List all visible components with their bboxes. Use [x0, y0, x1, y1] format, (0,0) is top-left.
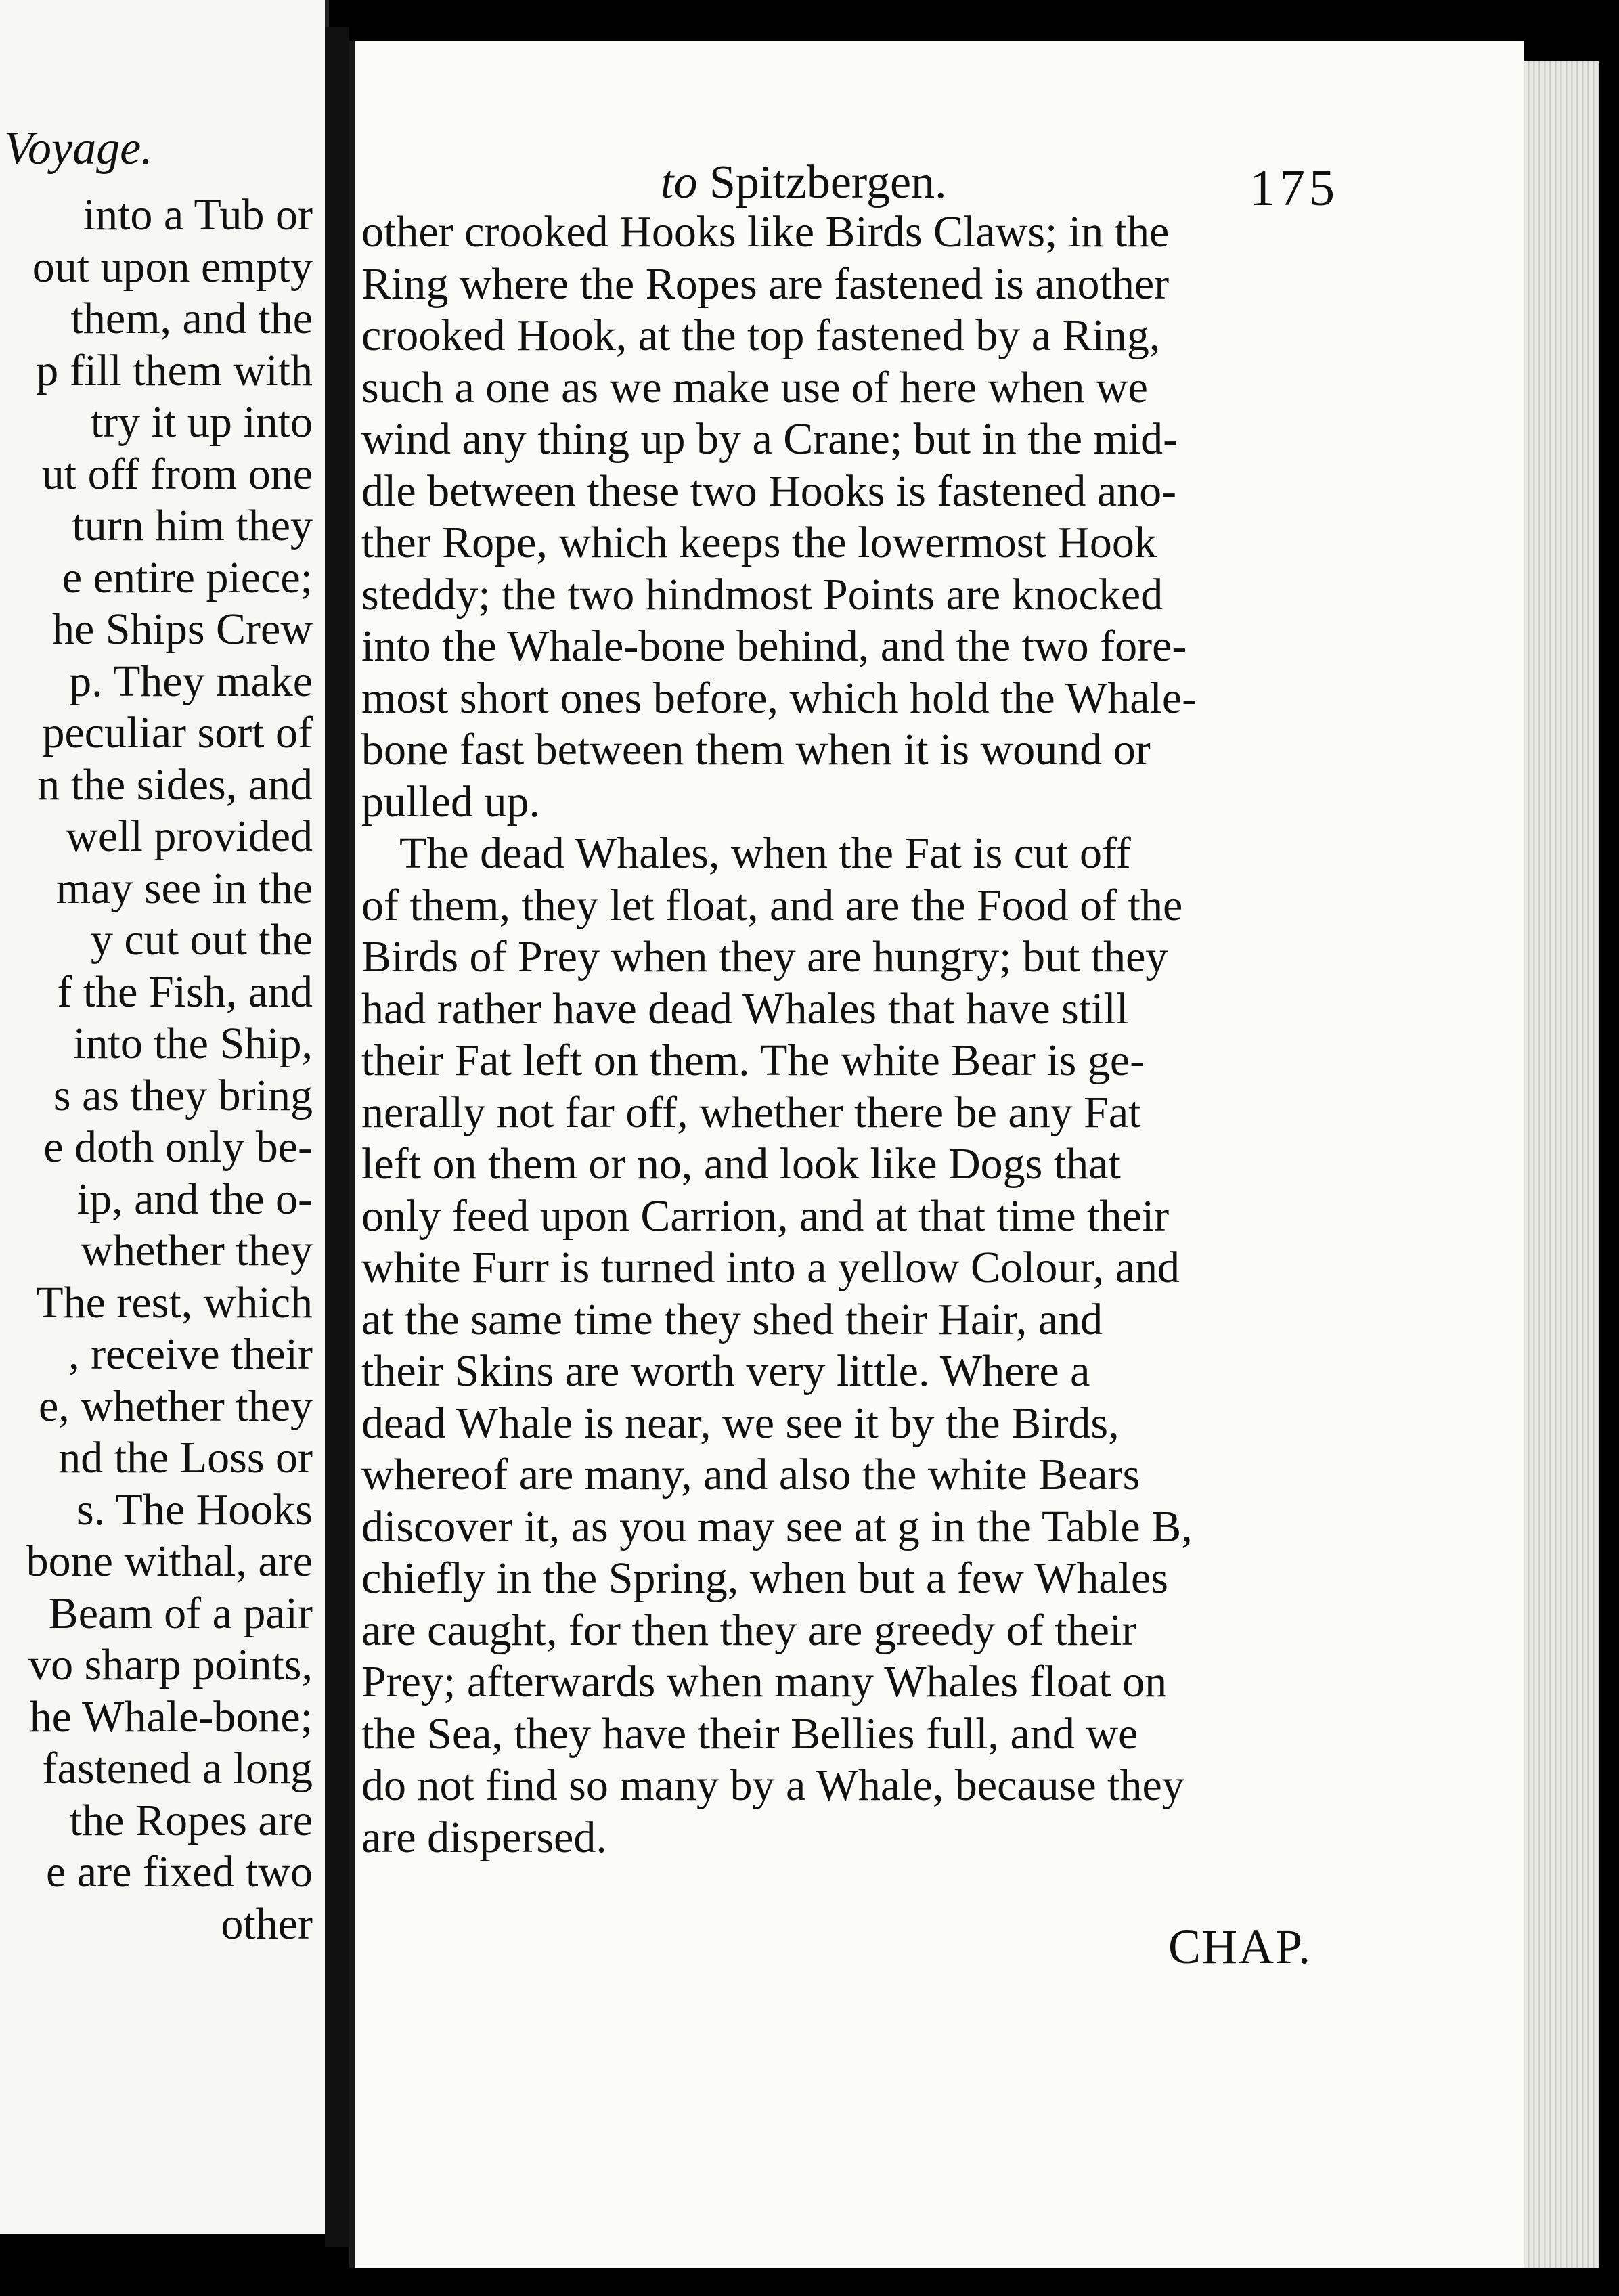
text-line: the Ropes are	[69, 1795, 313, 1845]
running-head-place: Spitzbergen.	[709, 156, 947, 208]
running-head-prefix: to	[661, 156, 698, 208]
page-edges	[1524, 61, 1599, 2268]
text-line: other	[221, 1899, 313, 1949]
text-line: only feed upon Carrion, and at that time their	[361, 1191, 1170, 1241]
right-page	[349, 41, 1524, 2268]
text-line: Ring where the Ropes are fastened is another	[361, 259, 1170, 309]
text-line: e entire piece;	[62, 552, 313, 602]
text-line: vo sharp points,	[28, 1640, 313, 1690]
text-line: dle between these two Hooks is fastened ano-	[361, 466, 1177, 516]
text-line: fastened a long	[42, 1744, 313, 1793]
text-line: such a one as we make use of here when we	[361, 362, 1148, 412]
text-line: chiefly in the Spring, when but a few Whales	[361, 1553, 1168, 1603]
text-line: Birds of Prey when they are hungry; but they	[361, 932, 1168, 981]
text-line: well provided	[66, 812, 313, 861]
text-line: white Furr is turned into a yellow Colour, and	[361, 1243, 1180, 1292]
page-number: 175	[1249, 160, 1339, 217]
text-line: out upon empty	[32, 242, 313, 292]
text-line: into a Tub or	[83, 190, 313, 240]
text-line: of them, they let float, and are the Food of the	[361, 880, 1183, 930]
text-line: Beam of a pair	[48, 1588, 313, 1638]
gutter-rule	[349, 41, 355, 2268]
text-line: e, whether they	[39, 1381, 313, 1431]
text-line: discover it, as you may see at g in the Table B,	[361, 1501, 1193, 1551]
text-line: s. The Hooks	[76, 1484, 313, 1535]
text-line: their Fat left on them. The white Bear is ge-	[361, 1036, 1145, 1085]
text-line: nerally not far off, whether there be any Fat	[361, 1087, 1141, 1137]
text-line: whether they	[81, 1226, 313, 1275]
text-line: crooked Hook, at the top fastened by a Ring,	[361, 311, 1161, 360]
text-line: left on them or no, and look like Dogs that	[361, 1139, 1121, 1189]
text-line: n the sides, and	[37, 759, 313, 810]
text-line: turn him they	[72, 501, 313, 550]
text-line: dead Whale is near, we see it by the Birds,	[361, 1398, 1119, 1448]
text-line: wind any thing up by a Crane; but in the mid-	[361, 414, 1178, 464]
text-line: p. They make	[69, 656, 313, 706]
text-line: may see in the	[56, 863, 313, 913]
text-line: into the Whale-bone behind, and the two fore-	[361, 621, 1187, 671]
text-line: s as they bring	[53, 1070, 313, 1120]
text-line: are dispersed.	[361, 1812, 607, 1862]
text-line: bone withal, are	[26, 1537, 313, 1586]
left-page	[0, 0, 329, 2234]
text-line: p fill them with	[36, 345, 313, 395]
text-line: the Sea, they have their Bellies full, and we	[361, 1708, 1138, 1759]
text-line: Prey; afterwards when many Whales float on	[361, 1657, 1168, 1706]
text-line: into the Ship,	[73, 1019, 313, 1068]
text-line: other crooked Hooks like Birds Claws; in the	[361, 207, 1170, 257]
text-line: bone fast between them when it is wound or	[361, 725, 1151, 774]
text-line: at the same time they shed their Hair, and	[361, 1294, 1103, 1344]
text-line: peculiar sort of	[42, 708, 313, 757]
text-line: steddy; the two hindmost Points are knocked	[361, 569, 1163, 619]
gutter-shadow	[325, 27, 349, 2247]
catchword: CHAP.	[1168, 1920, 1312, 1974]
text-line: y cut out the	[90, 915, 313, 965]
text-line: them, and the	[70, 294, 313, 343]
text-line: ip, and the o-	[76, 1174, 313, 1224]
text-line: he Ships Crew	[52, 604, 313, 654]
text-line: ut off from one	[41, 449, 313, 499]
text-line: nd the Loss or	[58, 1433, 313, 1482]
text-line: e doth only be-	[43, 1122, 313, 1172]
left-running-head: Voyage.	[4, 123, 153, 175]
text-line: their Skins are worth very little. Where a	[361, 1346, 1090, 1396]
text-line: e are fixed two	[46, 1847, 313, 1897]
text-line: ther Rope, which keeps the lowermost Hook	[361, 518, 1157, 567]
edge-shadow	[1599, 41, 1619, 2296]
text-line: whereof are many, and also the white Bears	[361, 1450, 1140, 1499]
text-line: The dead Whales, when the Fat is cut off	[399, 829, 1131, 878]
right-running-head	[661, 156, 947, 210]
text-line: he Whale-bone;	[29, 1692, 313, 1742]
text-line: most short ones before, which hold the Whale-	[361, 673, 1197, 723]
text-line: pulled up.	[361, 776, 540, 826]
text-line: do not find so many by a Whale, because they	[361, 1761, 1184, 1810]
text-line: had rather have dead Whales that have still	[361, 984, 1129, 1034]
text-line: f the Fish, and	[57, 967, 313, 1017]
text-line: try it up into	[90, 397, 313, 447]
text-line: The rest, which	[36, 1277, 313, 1327]
text-line: are caught, for then they are greedy of their	[361, 1605, 1137, 1655]
text-line: , receive their	[68, 1329, 313, 1379]
